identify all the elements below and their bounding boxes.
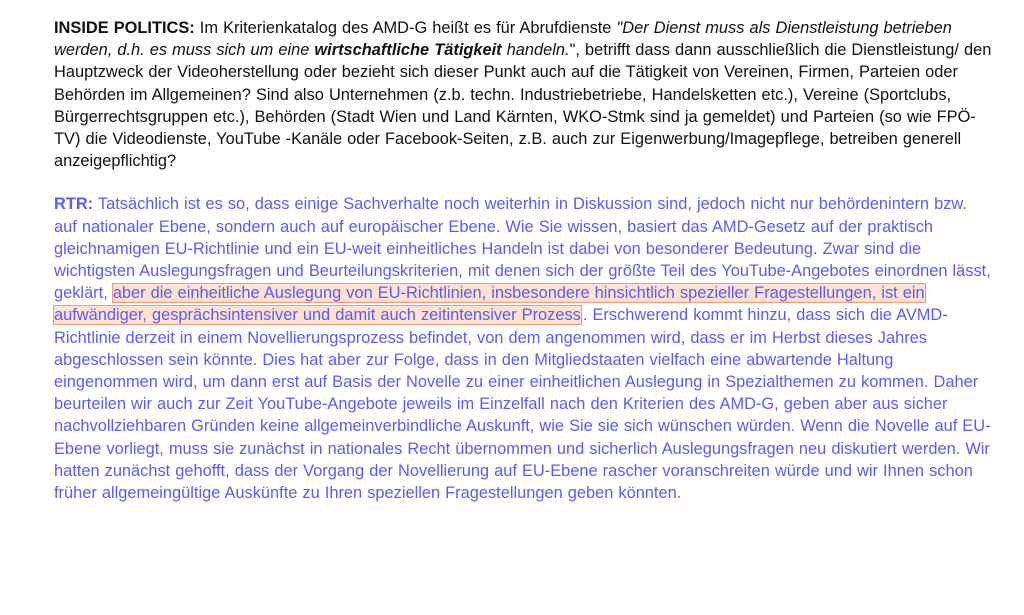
answer-text-after: . Erschwerend kommt hinzu, dass sich die AVMD-Richtlinie derzeit in einem Novellierungsprozess befindet, von dem angenommen wird, dass er im Herbst dieses Jahres abgeschlossen sein könnte. Dies hat aber zur Folge, dass in den Mitgliedstaaten vielfach eine abwartende Haltung eingenommen wird, um dann erst auf Basis der Novelle zu einer einheitlichen Auslegung in Spezialthemen zu kommen. Daher beurteilen wir auch zur Zeit YouTube-Angebote jeweils im Einzelfall nach den Kriterien des AMD-G, geben aber aus sicher nachvollziehbaren Gründen keine allgemeinverbindliche Auskunft, wie Sie sie sich wünschen würden. Wenn die Novelle auf EU-Ebene vorliegt, muss sie zunächst in nationales Recht übernommen und sicherlich Auslegungsfragen neu diskutiert werden. Wir hatten zunächst gehofft, dass der Vorgang der Novellierung auf EU-Ebene rascher voranschreiten würde und wir Ihnen schon früher allgemeingültige Auskünfte zu Ihren speziellen Fragestellungen geben könnten. [54, 306, 991, 503]
question-quote-part-2: handeln. [501, 41, 570, 60]
question-intro: Im Kriterienkatalog des AMD-G heißt es für Abrufdienste [194, 19, 617, 37]
question-quote-bold: wirtschaftliche Tätigkeit [314, 41, 502, 60]
question-quote-part-1: "Der Dienst muss als Dienstleistung betrieben werden, d.h. es muss sich um eine [54, 19, 952, 60]
question-label: INSIDE POLITICS: [54, 19, 195, 37]
question-rest: ", betrifft dass dann ausschließlich die Dienstleistung/ den Hauptzweck der Videoherstellung oder bezieht sich dieser Punkt auch auf die Tätigkeit von Vereinen, Firmen, Parteien oder Behörden im Allgemeinen? Sind also Unternehmen (z.b. techn. Industriebetriebe, Handelsketten etc.), Vereine (Sportclubs, Bürgerrechtsgruppen etc.), Behörden (Stadt Wien und Land Kärnten, WKO-Stmk sind ja gemeldet) und Parteien (so wie FPÖ-TV) die Videodienste, YouTube -Kanäle oder Facebook-Seiten, z.B. auch zur Eigenwerbung/Imagepflege, betreiben generell anzeigepflichtig? [54, 41, 992, 171]
answer-text-before: Tatsächlich ist es so, dass einige Sachverhalte noch weiterhin in Diskussion sind, jedoch nicht nur behördenintern bzw. auf nationaler Ebene, sondern auch auf europäischer Ebene. Wie Sie wissen, basiert das AMD-Gesetz auf der praktisch gleichnamigen EU-Richtlinie und ein EU-weit einheitliches Handeln ist dabei von besonderer Bedeutung. Zwar sind die wichtigsten Auslegungsfragen und Beurteilungskriterien, mit denen sich der größte Teil des YouTube-Angebotes einordnen lässt, geklärt, [54, 195, 991, 303]
answer-label: RTR: [54, 195, 94, 214]
text-cursor [581, 305, 582, 323]
question-paragraph [54, 17, 994, 172]
highlighted-selection[interactable]: aber die einheitliche Auslegung von EU-Richtlinien, insbesondere hinsichtlich spezieller Fragestellungen, ist ein aufwändiger, gesprächsintensiver und damit auch zeitintensiver Prozess [54, 284, 925, 325]
document-body [54, 17, 994, 504]
answer-paragraph [54, 193, 994, 504]
